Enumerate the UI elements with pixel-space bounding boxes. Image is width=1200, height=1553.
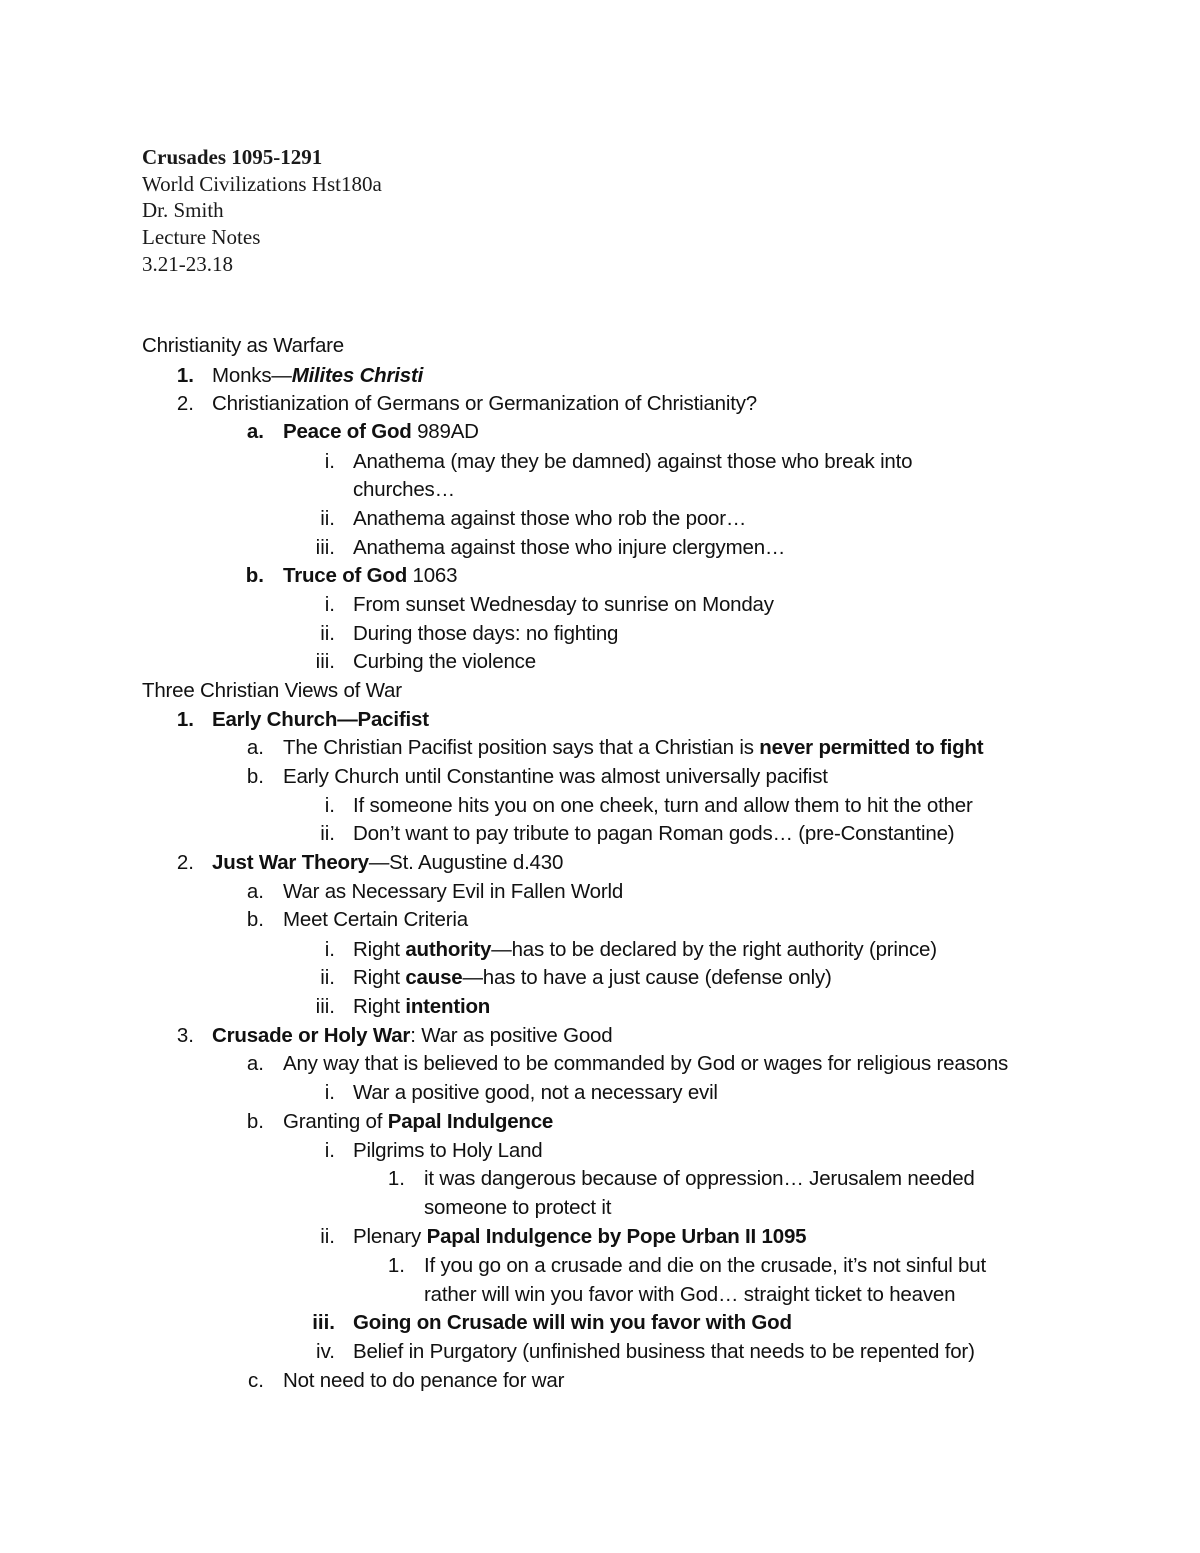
- list-number: 1.: [387, 1254, 405, 1277]
- list-number: 1.: [176, 708, 194, 731]
- list-item-dangerous: it was dangerous because of oppression… Jerusalem needed: [424, 1167, 975, 1190]
- list-roman: i.: [324, 1139, 335, 1162]
- section-heading-views-of-war: Three Christian Views of War: [142, 679, 402, 702]
- list-item-christianization: Christianization of Germans or Germanization of Christianity?: [212, 392, 757, 415]
- item-bold: intention: [405, 995, 491, 1018]
- list-roman: ii.: [320, 622, 335, 645]
- list-item-truce-of-god: [283, 566, 457, 587]
- item-bold: Peace of God: [283, 420, 412, 443]
- list-item-papal-indulgence: [283, 1112, 553, 1133]
- list-roman: i.: [324, 794, 335, 817]
- list-number: 2.: [176, 392, 194, 415]
- list-item-holy-war: [212, 1026, 612, 1047]
- list-item-no-penance: Not need to do penance for war: [283, 1369, 565, 1392]
- list-item-just-war: [212, 853, 563, 874]
- list-item-curbing-violence: Curbing the violence: [353, 650, 536, 673]
- list-item-right-authority: [353, 940, 937, 961]
- item-text: Right: [353, 995, 406, 1018]
- list-roman: iii.: [312, 1311, 335, 1334]
- item-text: —has to be declared by the right authority (prince): [491, 938, 937, 961]
- list-letter: b.: [246, 765, 264, 788]
- list-item-pacifist-position: [283, 738, 983, 759]
- list-item-purgatory: Belief in Purgatory (unfinished business that needs to be repented for): [353, 1340, 975, 1363]
- list-roman: ii.: [320, 966, 335, 989]
- list-item-continuation: someone to protect it: [424, 1196, 612, 1219]
- list-number: 3.: [176, 1024, 194, 1047]
- item-text: : War as positive Good: [410, 1024, 613, 1047]
- item-emphasis: Milites Christi: [291, 364, 424, 387]
- list-item-necessary-evil: War as Necessary Evil in Fallen World: [283, 880, 624, 903]
- document-type: Lecture Notes: [142, 225, 261, 249]
- item-text: 1063: [407, 564, 458, 587]
- list-item-plenary-indulgence: [353, 1227, 806, 1248]
- list-item-continuation: rather will win you favor with God… straight ticket to heaven: [424, 1283, 956, 1306]
- item-text: Right: [353, 966, 406, 989]
- list-roman: ii.: [320, 507, 335, 530]
- item-bold: authority: [405, 938, 492, 961]
- list-roman: iv.: [316, 1340, 335, 1363]
- list-item-early-church: Early Church—Pacifist: [212, 708, 429, 731]
- list-roman: i.: [324, 938, 335, 961]
- list-item-pilgrims: Pilgrims to Holy Land: [353, 1139, 543, 1162]
- list-roman: i.: [324, 593, 335, 616]
- list-letter: a.: [246, 736, 264, 759]
- list-roman: ii.: [320, 1225, 335, 1248]
- list-item-tribute-pagan: Don’t want to pay tribute to pagan Roman gods… (pre-Constantine): [353, 822, 955, 845]
- list-roman: i.: [324, 450, 335, 473]
- item-bold: Papal Indulgence: [387, 1110, 554, 1133]
- document-title: Crusades 1095-1291: [142, 145, 323, 169]
- list-item-anathema-clergymen: Anathema against those who injure clergymen…: [353, 536, 786, 559]
- item-text: Monks—: [212, 364, 292, 387]
- list-letter: b.: [246, 1110, 264, 1133]
- item-text: Granting of: [283, 1110, 388, 1133]
- item-text: The Christian Pacifist position says that a Christian is: [283, 736, 760, 759]
- list-letter: a.: [246, 880, 264, 903]
- list-item-favor-with-god: Going on Crusade will win you favor with God: [353, 1311, 792, 1334]
- list-letter: a.: [246, 1052, 264, 1075]
- list-roman: iii.: [315, 536, 335, 559]
- item-bold: Papal Indulgence by Pope Urban II 1095: [426, 1225, 807, 1248]
- document-dates: 3.21-23.18: [142, 252, 233, 276]
- item-text: Plenary: [353, 1225, 427, 1248]
- list-roman: ii.: [320, 822, 335, 845]
- list-item-anathema-poor: Anathema against those who rob the poor…: [353, 507, 747, 530]
- list-number: 2.: [176, 851, 194, 874]
- list-roman: i.: [324, 1081, 335, 1104]
- list-item-turn-cheek: If someone hits you on one cheek, turn and allow them to hit the other: [353, 794, 973, 817]
- list-letter: a.: [246, 420, 264, 443]
- list-item-until-constantine: Early Church until Constantine was almost universally pacifist: [283, 765, 828, 788]
- list-item-right-cause: [353, 968, 832, 989]
- item-text: —has to have a just cause (defense only): [462, 966, 832, 989]
- list-item-no-fighting: During those days: no fighting: [353, 622, 619, 645]
- list-item-positive-good: War a positive good, not a necessary evil: [353, 1081, 718, 1104]
- item-text: 989AD: [411, 420, 479, 443]
- list-roman: iii.: [315, 995, 335, 1018]
- list-item-commanded-by-god: Any way that is believed to be commanded by God or wages for religious reasons: [283, 1052, 1009, 1075]
- item-bold: Crusade or Holy War: [212, 1024, 411, 1047]
- course-name: World Civilizations Hst180a: [142, 172, 382, 196]
- list-number: 1.: [176, 364, 194, 387]
- list-item-sunset-wednesday: From sunset Wednesday to sunrise on Monday: [353, 593, 774, 616]
- item-bold: Just War Theory: [212, 851, 369, 874]
- list-roman: iii.: [315, 650, 335, 673]
- list-item-continuation: churches…: [353, 478, 455, 501]
- instructor-name: Dr. Smith: [142, 198, 224, 222]
- list-item-right-intention: [353, 997, 490, 1018]
- section-heading-warfare: Christianity as Warfare: [142, 334, 344, 357]
- list-item-peace-of-god: [283, 422, 479, 443]
- item-text: Right: [353, 938, 406, 961]
- list-item-criteria: Meet Certain Criteria: [283, 908, 468, 931]
- list-item-anathema-churches: Anathema (may they be damned) against those who break into: [353, 450, 913, 473]
- list-letter: b.: [245, 564, 264, 587]
- list-number: 1.: [387, 1167, 405, 1190]
- item-bold: cause: [405, 966, 463, 989]
- list-item-die-on-crusade: If you go on a crusade and die on the crusade, it’s not sinful but: [424, 1254, 986, 1277]
- item-bold: never permitted to fight: [759, 736, 984, 759]
- item-text: —St. Augustine d.430: [368, 851, 564, 874]
- item-bold: Truce of God: [283, 564, 408, 587]
- list-item-monks: [212, 366, 423, 387]
- list-letter: b.: [246, 908, 264, 931]
- list-letter: c.: [248, 1369, 264, 1392]
